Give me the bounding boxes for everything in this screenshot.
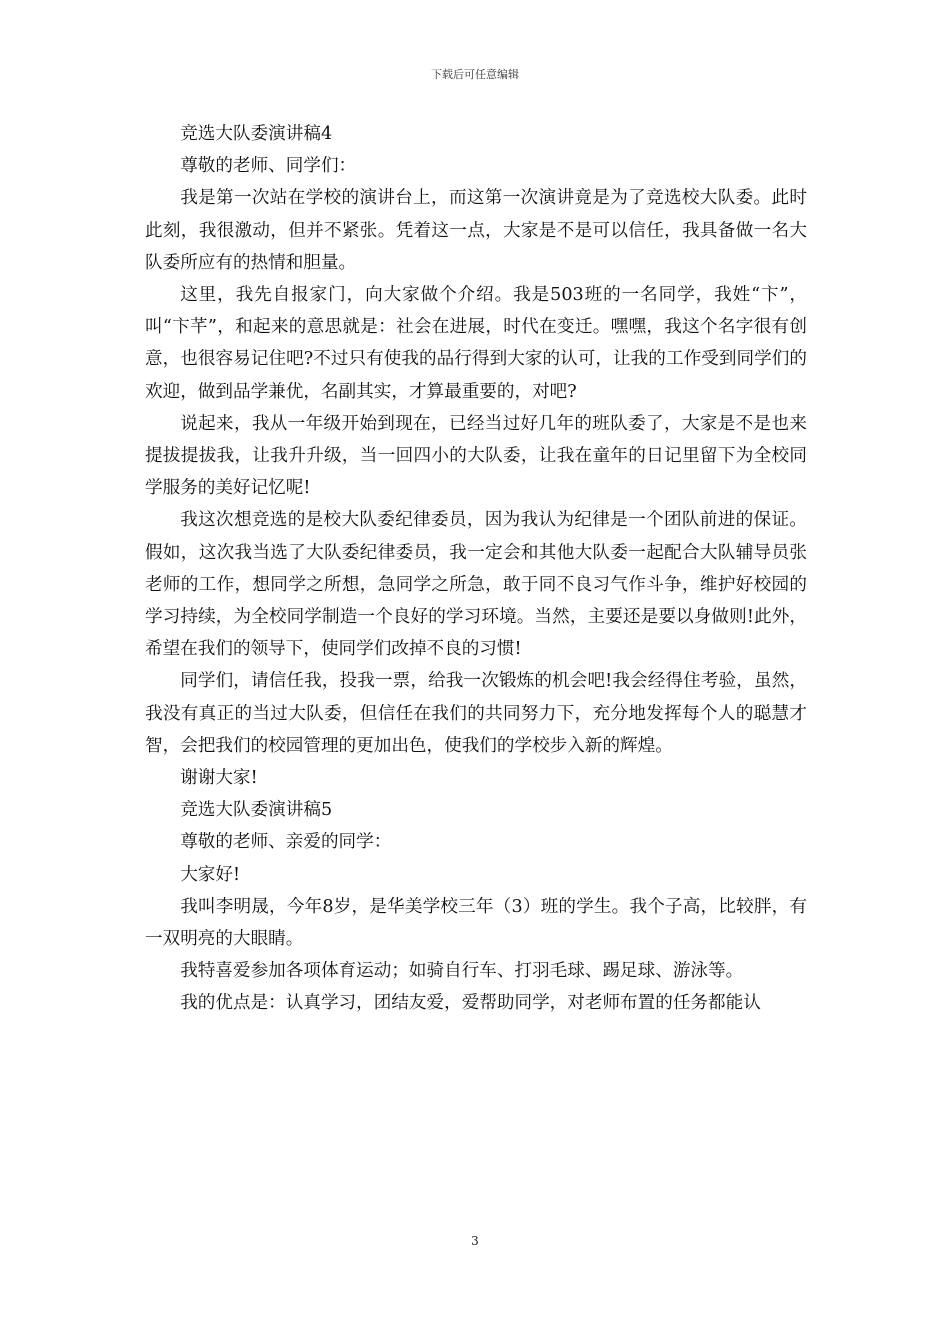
section-title-4: 竞选大队委演讲稿4 <box>180 124 333 144</box>
page-number: 3 <box>471 1234 479 1248</box>
paragraph: 说起来，我从一年级开始到现在，已经当过好几年的班队委了，大家是不是也来提拔提拔我，让我升升级，当一回四小的大队委，让我在童年的日记里留下为全校同学服务的美好记忆呢! <box>145 413 807 499</box>
document-body <box>145 118 807 1020</box>
closing: 谢谢大家! <box>180 768 258 789</box>
section-title-5: 竞选大队委演讲稿5 <box>180 800 333 821</box>
paragraph: 我是第一次站在学校的演讲台上，而这第一次演讲竟是为了竞选校大队委。此时此刻，我很激动，但并不紧张。凭着这一点，大家是不是可以信任，我具备做一名大队委所应有的热情和胆量。 <box>145 188 807 273</box>
salutation: 尊敬的老师、亲爱的同学： <box>180 832 392 853</box>
paragraph: 我这次想竞选的是校大队委纪律委员，因为我认为纪律是一个团队前进的保证。假如，这次我当选了大队委纪律委员，我一定会和其他大队委一起配合大队辅导员张老师的工作，想同学之所想，急同学之所急，敢于同不良习气作斗争，维护好校园的学习持续，为全校同学制造一个良好的学习环境。当然，主要还是要以身做则!此外，希望在我们的领导下，使同学们改掉不良的习惯! <box>145 510 807 660</box>
page-header: 下载后可任意编辑 <box>431 68 519 81</box>
paragraph: 我叫李明晟，今年8岁，是华美学校三年（3）班的学生。我个子高，比较胖，有一双明亮的大眼睛。 <box>145 896 807 950</box>
paragraph: 这里，我先自报家门，向大家做个介绍。我是503班的一名同学，我姓“卞”，叫“卞芊”，和起来的意思就是：社会在进展，时代在变迁。嘿嘿，我这个名字很有创意，也很容易记住吧?不过只有使我的品行得到大家的认可，让我的工作受到同学们的欢迎，做到品学兼优，名副其实，才算最重要的，对吧? <box>145 285 807 402</box>
paragraph: 同学们，请信任我，投我一票，给我一次锻炼的机会吧!我会经得住考验，虽然，我没有真正的当过大队委，但信任在我们的共同努力下，充分地发挥每个人的聪慧才智，会把我们的校园管理的更加出色，使我们的学校步入新的辉煌。 <box>145 671 807 756</box>
salutation: 尊敬的老师、同学们： <box>180 156 357 177</box>
paragraph: 我的优点是：认真学习，团结友爱，爱帮助同学，对老师布置的任务都能认 <box>180 993 761 1014</box>
paragraph: 我特喜爱参加各项体育运动；如骑自行车、打羽毛球、踢足球、游泳等。 <box>180 961 744 982</box>
greeting: 大家好! <box>180 864 241 885</box>
